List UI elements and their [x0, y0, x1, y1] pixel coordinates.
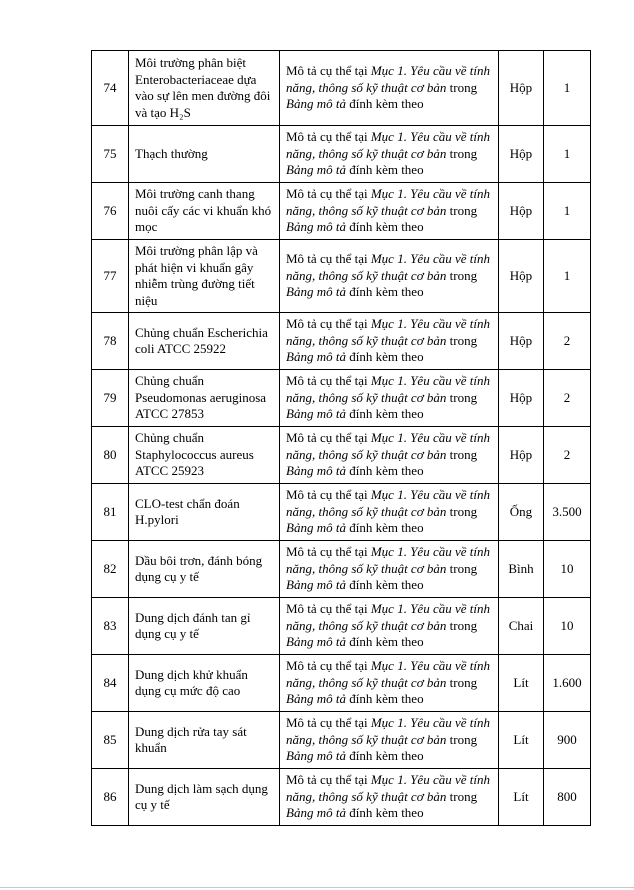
item-quantity: 3.500 — [544, 484, 591, 541]
item-description — [280, 598, 499, 655]
items-table — [91, 50, 591, 826]
description-part: đính kèm theo — [345, 634, 424, 650]
description-part: Bảng mô tả — [286, 219, 346, 235]
item-name: Môi trường phân lập và phát hiện vi khuẩn gây nhiễm trùng đường tiết niệu — [129, 240, 280, 313]
description-part: Bảng mô tả — [286, 406, 346, 422]
description-part: Mục 1. Yêu cầu về tính năng, thông số kỹ thuật cơ bản — [286, 430, 490, 462]
description-part: Mục 1. Yêu cầu về tính năng, thông số kỹ thuật cơ bản — [286, 544, 490, 576]
description-part: Mô tả cụ thể tại — [286, 316, 371, 332]
description-part: Mô tả cụ thể tại — [286, 186, 371, 202]
description-part: Bảng mô tả — [286, 162, 346, 178]
item-quantity: 2 — [544, 370, 591, 427]
table-row — [92, 370, 591, 427]
item-unit: Hộp — [499, 126, 544, 183]
row-number: 75 — [92, 126, 129, 183]
description-part: Mô tả cụ thể tại — [286, 658, 371, 674]
description-part: Mô tả cụ thể tại — [286, 129, 371, 145]
description-part: Mô tả cụ thể tại — [286, 544, 371, 560]
description-part: Mục 1. Yêu cầu về tính năng, thông số kỹ thuật cơ bản — [286, 186, 490, 218]
description-part: Mục 1. Yêu cầu về tính năng, thông số kỹ thuật cơ bản — [286, 251, 490, 283]
description-part: Mục 1. Yêu cầu về tính năng, thông số kỹ thuật cơ bản — [286, 63, 490, 95]
item-unit: Hộp — [499, 313, 544, 370]
description-part: Mô tả cụ thể tại — [286, 601, 371, 617]
description-part: Mô tả cụ thể tại — [286, 63, 371, 79]
table-row — [92, 484, 591, 541]
row-number: 78 — [92, 313, 129, 370]
description-part: đính kèm theo — [345, 162, 424, 178]
description-part: trong — [446, 145, 478, 161]
row-number: 76 — [92, 183, 129, 240]
row-number: 84 — [92, 655, 129, 712]
item-unit: Hộp — [499, 183, 544, 240]
item-unit: Hộp — [499, 240, 544, 313]
description-part: Mục 1. Yêu cầu về tính năng, thông số kỹ thuật cơ bản — [286, 772, 490, 804]
description-part: Bảng mô tả — [286, 805, 346, 821]
item-quantity: 2 — [544, 313, 591, 370]
description-part: đính kèm theo — [345, 96, 424, 112]
description-part: đính kèm theo — [345, 520, 424, 536]
description-part: trong — [446, 446, 478, 462]
description-part: đính kèm theo — [345, 284, 424, 300]
row-number: 85 — [92, 712, 129, 769]
description-part: trong — [446, 267, 478, 283]
table-row — [92, 51, 591, 126]
item-quantity: 2 — [544, 427, 591, 484]
item-description — [280, 370, 499, 427]
page-bottom-rule — [0, 887, 634, 888]
item-unit: Bình — [499, 541, 544, 598]
item-description — [280, 484, 499, 541]
table-row — [92, 598, 591, 655]
row-number: 82 — [92, 541, 129, 598]
item-description — [280, 541, 499, 598]
description-part: Mô tả cụ thể tại — [286, 487, 371, 503]
row-number: 74 — [92, 51, 129, 126]
row-number: 80 — [92, 427, 129, 484]
description-part: Bảng mô tả — [286, 463, 346, 479]
description-part: trong — [446, 79, 478, 95]
description-part: đính kèm theo — [345, 691, 424, 707]
description-part: Mô tả cụ thể tại — [286, 373, 371, 389]
row-number: 77 — [92, 240, 129, 313]
description-part: Mục 1. Yêu cầu về tính năng, thông số kỹ thuật cơ bản — [286, 715, 490, 747]
description-part: Mô tả cụ thể tại — [286, 430, 371, 446]
table-row — [92, 240, 591, 313]
description-part: Mục 1. Yêu cầu về tính năng, thông số kỹ thuật cơ bản — [286, 316, 490, 348]
table-row — [92, 655, 591, 712]
item-quantity: 1.600 — [544, 655, 591, 712]
description-part: Mục 1. Yêu cầu về tính năng, thông số kỹ thuật cơ bản — [286, 129, 490, 161]
description-part: Bảng mô tả — [286, 691, 346, 707]
item-unit: Ống — [499, 484, 544, 541]
description-part: đính kèm theo — [345, 748, 424, 764]
table-row — [92, 313, 591, 370]
item-quantity: 10 — [544, 541, 591, 598]
description-part: trong — [446, 788, 478, 804]
description-part: Bảng mô tả — [286, 634, 346, 650]
item-unit: Hộp — [499, 370, 544, 427]
item-quantity: 1 — [544, 126, 591, 183]
item-name: CLO-test chẩn đoán H.pylori — [129, 484, 280, 541]
table-row — [92, 712, 591, 769]
items-table-body — [92, 51, 591, 826]
description-part: trong — [446, 617, 478, 633]
item-name: Dung dịch đánh tan gỉ dụng cụ y tế — [129, 598, 280, 655]
item-unit: Lít — [499, 769, 544, 826]
table-row — [92, 541, 591, 598]
table-row — [92, 769, 591, 826]
description-part: Bảng mô tả — [286, 284, 346, 300]
item-description — [280, 126, 499, 183]
item-unit: Lít — [499, 712, 544, 769]
item-quantity: 10 — [544, 598, 591, 655]
description-part: Mục 1. Yêu cầu về tính năng, thông số kỹ thuật cơ bản — [286, 601, 490, 633]
table-row — [92, 126, 591, 183]
description-part: Bảng mô tả — [286, 349, 346, 365]
description-part: Bảng mô tả — [286, 96, 346, 112]
description-part: Mô tả cụ thể tại — [286, 772, 371, 788]
item-name: Dung dịch khử khuẩn dụng cụ mức độ cao — [129, 655, 280, 712]
description-part: trong — [446, 389, 478, 405]
description-part: đính kèm theo — [345, 349, 424, 365]
description-part: đính kèm theo — [345, 577, 424, 593]
item-description — [280, 313, 499, 370]
item-quantity: 1 — [544, 183, 591, 240]
description-part: trong — [446, 503, 478, 519]
description-part: Mục 1. Yêu cầu về tính năng, thông số kỹ thuật cơ bản — [286, 373, 490, 405]
description-part: Bảng mô tả — [286, 748, 346, 764]
item-unit: Hộp — [499, 51, 544, 126]
row-number: 81 — [92, 484, 129, 541]
table-row — [92, 427, 591, 484]
item-name: Thạch thường — [129, 126, 280, 183]
description-part: trong — [446, 731, 478, 747]
description-part: Mô tả cụ thể tại — [286, 251, 371, 267]
item-description — [280, 769, 499, 826]
row-number: 83 — [92, 598, 129, 655]
item-name: Chủng chuẩn Staphylococcus aureus ATCC 25923 — [129, 427, 280, 484]
item-description — [280, 51, 499, 126]
item-unit: Chai — [499, 598, 544, 655]
table-row — [92, 183, 591, 240]
description-part: đính kèm theo — [345, 805, 424, 821]
description-part: trong — [446, 202, 478, 218]
description-part: trong — [446, 560, 478, 576]
item-unit: Lít — [499, 655, 544, 712]
item-name: Dầu bôi trơn, đánh bóng dụng cụ y tế — [129, 541, 280, 598]
row-number: 86 — [92, 769, 129, 826]
description-part: Mục 1. Yêu cầu về tính năng, thông số kỹ thuật cơ bản — [286, 487, 490, 519]
item-description — [280, 427, 499, 484]
item-unit: Hộp — [499, 427, 544, 484]
row-number: 79 — [92, 370, 129, 427]
description-part: đính kèm theo — [345, 463, 424, 479]
description-part: Bảng mô tả — [286, 577, 346, 593]
description-part: đính kèm theo — [345, 406, 424, 422]
item-name: Môi trường phân biệt Enterobacteriaceae dựa vào sự lên men đường đôi và tạo H₂S — [129, 51, 280, 126]
item-name: Dung dịch làm sạch dụng cụ y tế — [129, 769, 280, 826]
item-description — [280, 655, 499, 712]
description-part: Bảng mô tả — [286, 520, 346, 536]
item-quantity: 800 — [544, 769, 591, 826]
description-part: đính kèm theo — [345, 219, 424, 235]
description-part: Mục 1. Yêu cầu về tính năng, thông số kỹ thuật cơ bản — [286, 658, 490, 690]
description-part: trong — [446, 674, 478, 690]
item-quantity: 1 — [544, 240, 591, 313]
item-name: Môi trường canh thang nuôi cấy các vi khuẩn khó mọc — [129, 183, 280, 240]
item-quantity: 900 — [544, 712, 591, 769]
item-quantity: 1 — [544, 51, 591, 126]
item-description — [280, 712, 499, 769]
item-name: Dung dịch rửa tay sát khuẩn — [129, 712, 280, 769]
description-part: Mô tả cụ thể tại — [286, 715, 371, 731]
item-description — [280, 183, 499, 240]
item-name: Chủng chuẩn Escherichia coli ATCC 25922 — [129, 313, 280, 370]
item-description — [280, 240, 499, 313]
description-part: trong — [446, 332, 478, 348]
item-name: Chủng chuẩn Pseudomonas aeruginosa ATCC 27853 — [129, 370, 280, 427]
